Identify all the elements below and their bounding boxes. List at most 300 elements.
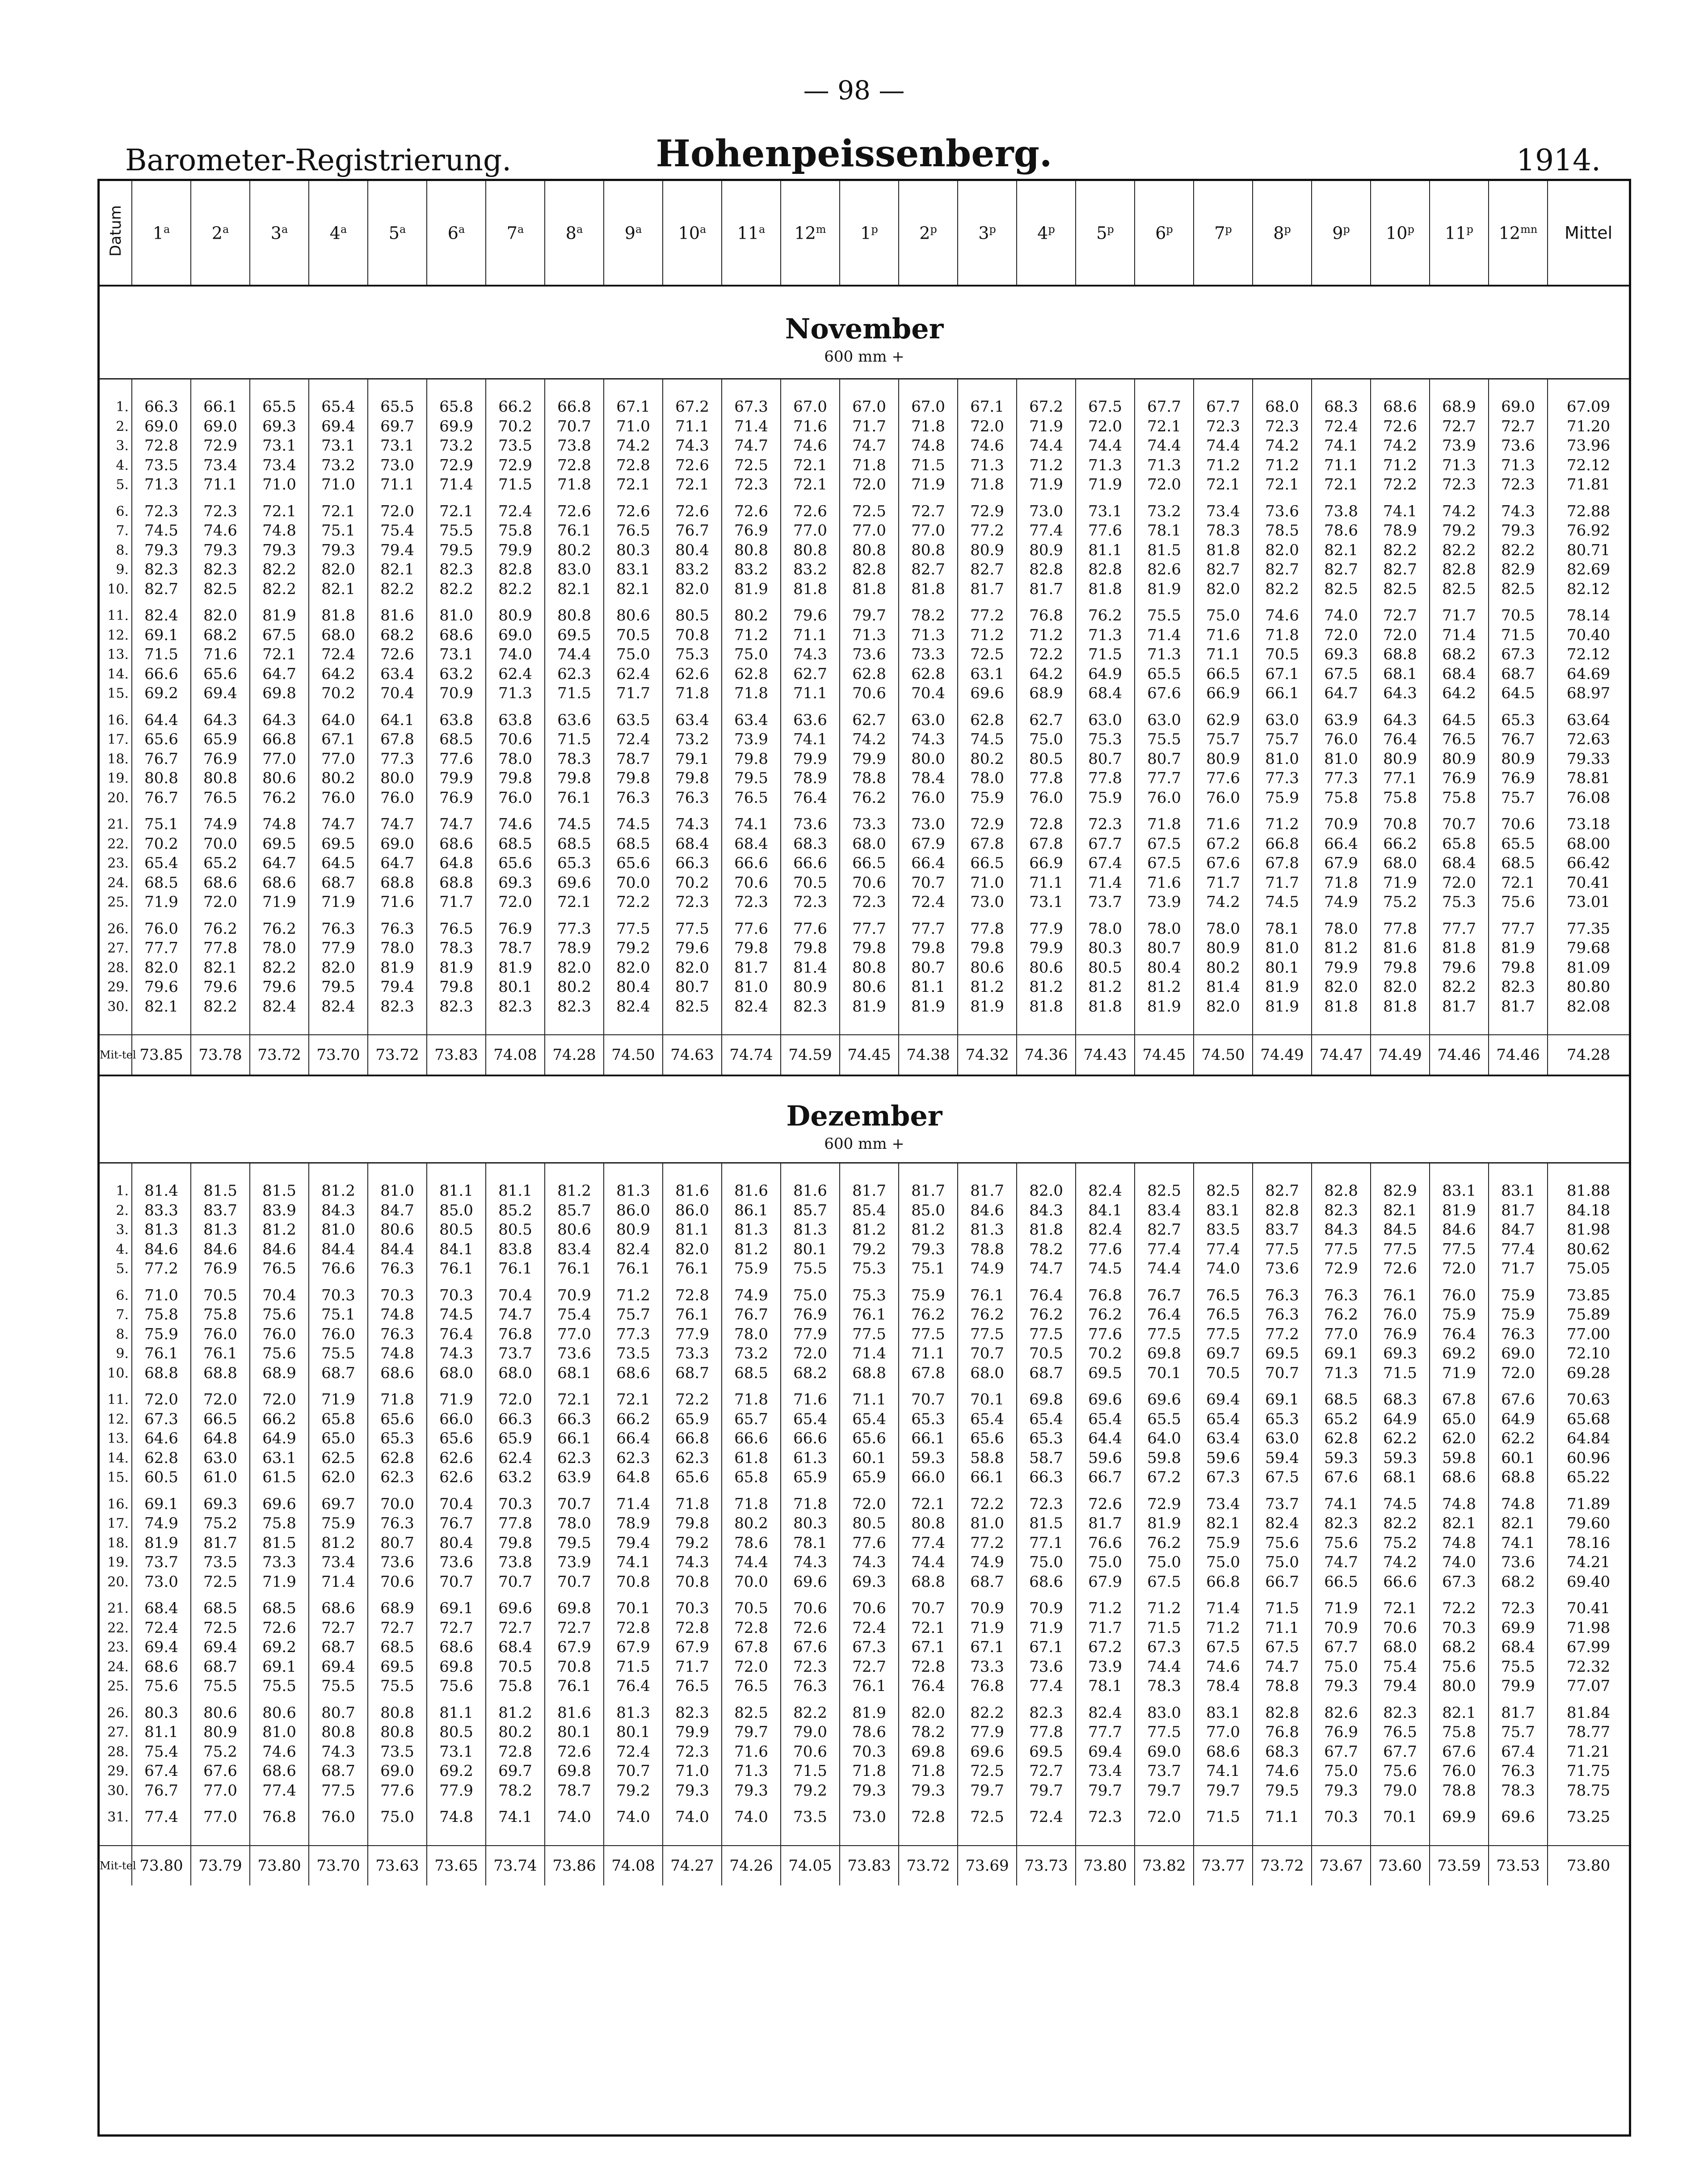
hourly-value-cell: 75.3 [1430,893,1489,912]
hourly-value-cell: 71.8 [1253,626,1312,645]
hourly-value-cell: 65.3 [1017,1429,1076,1449]
hourly-value-cell: 80.9 [1430,750,1489,769]
hourly-value-cell: 77.6 [427,750,486,769]
hourly-value-cell: 67.6 [781,1638,840,1657]
hourly-value-cell: 79.3 [132,541,191,561]
hourly-value-cell: 66.7 [1076,1468,1135,1488]
hourly-value-cell: 72.3 [722,475,781,495]
table-row [100,1638,1629,1657]
daily-mean-cell: 73.96 [1548,436,1629,456]
table-row [100,1220,1629,1240]
hourly-value-cell: 79.4 [368,978,427,997]
hourly-value-cell: 74.7 [1312,1553,1371,1573]
hourly-value-cell: 76.3 [368,1325,427,1345]
hourly-value-cell: 80.2 [958,750,1017,769]
hourly-value-cell: 71.5 [1076,645,1135,665]
hourly-value-cell: 74.3 [781,1553,840,1573]
hourly-value-cell: 71.9 [899,475,958,495]
hourly-value-cell: 81.9 [132,1534,191,1553]
hourly-value-cell: 72.9 [958,502,1017,522]
hourly-value-cell: 80.4 [663,541,722,561]
column-header-hour: 3$^a$ [250,181,309,286]
table-row [100,1364,1629,1383]
hourly-value-cell: 75.0 [1017,730,1076,750]
hourly-value-cell: 79.8 [840,939,899,958]
hourly-value-cell: 82.5 [1489,580,1548,599]
hourly-value-cell: 71.8 [781,1495,840,1514]
hourly-value-cell: 77.9 [663,1325,722,1345]
hourly-value-cell: 74.5 [427,1305,486,1325]
hourly-value-cell: 76.0 [1371,1305,1430,1325]
hourly-value-cell: 72.1 [1194,475,1253,495]
daily-mean-cell: 82.12 [1548,580,1629,599]
hourly-value-cell: 77.0 [899,521,958,541]
daily-mean-cell: 63.64 [1548,711,1629,730]
hourly-value-cell: 71.4 [722,417,781,437]
hourly-value-cell: 79.8 [1489,958,1548,978]
hourly-value-cell: 62.2 [1489,1429,1548,1449]
header-year: 1914. [1516,143,1601,177]
hourly-value-cell: 81.6 [663,1181,722,1201]
hourly-value-cell: 76.5 [663,1677,722,1696]
hourly-value-cell: 81.4 [1194,978,1253,997]
hourly-value-cell: 71.8 [1312,873,1371,893]
hourly-value-cell: 77.5 [1135,1325,1194,1345]
hourly-value-cell: 70.0 [722,1573,781,1592]
hourly-value-cell: 75.0 [1076,1553,1135,1573]
column-header-hour: 3$^p$ [958,181,1017,286]
hourly-value-cell: 81.6 [781,1181,840,1201]
hourly-value-cell: 70.7 [604,1762,663,1781]
hourly-value-cell: 81.2 [250,1220,309,1240]
hourly-value-cell: 71.0 [250,475,309,495]
hourly-value-cell: 72.5 [722,456,781,476]
hourly-value-cell: 79.6 [663,939,722,958]
hourly-value-cell: 67.1 [958,397,1017,417]
column-header-hour: 4$^p$ [1017,181,1076,286]
hourly-value-cell: 62.3 [368,1468,427,1488]
hourly-mean-cell: 74.50 [604,1035,663,1075]
table-row [100,1305,1629,1325]
hourly-value-cell: 70.7 [545,1573,604,1592]
column-header-hour: $12^{mn}$ [1489,181,1548,286]
hourly-value-cell: 71.9 [1076,475,1135,495]
hourly-value-cell: 68.9 [368,1599,427,1619]
hourly-mean-cell: 73.72 [899,1846,958,1885]
hourly-value-cell: 67.1 [899,1638,958,1657]
hourly-value-cell: 71.0 [663,1762,722,1781]
hourly-value-cell: 82.4 [1076,1220,1135,1240]
hourly-mean-cell: 73.83 [427,1035,486,1075]
hourly-value-cell: 74.3 [1489,502,1548,522]
daily-mean-cell: 65.22 [1548,1468,1629,1488]
hourly-value-cell: 70.1 [604,1599,663,1619]
hourly-value-cell: 82.6 [1135,560,1194,580]
hourly-value-cell: 78.0 [368,939,427,958]
hourly-value-cell: 62.6 [663,665,722,684]
monthly-total-mean-cell: 73.80 [1548,1846,1629,1885]
hourly-value-cell: 73.9 [1076,1657,1135,1677]
hourly-value-cell: 67.3 [722,397,781,417]
hourly-value-cell: 73.6 [1489,1553,1548,1573]
hourly-value-cell: 81.8 [309,606,368,626]
hourly-value-cell: 64.0 [309,711,368,730]
hourly-value-cell: 62.7 [781,665,840,684]
hourly-value-cell: 69.9 [427,417,486,437]
hourly-value-cell: 64.2 [1430,684,1489,704]
hourly-value-cell: 70.4 [899,684,958,704]
hourly-value-cell: 81.2 [840,1220,899,1240]
hourly-value-cell: 77.6 [1076,1240,1135,1260]
hourly-value-cell: 73.8 [545,436,604,456]
hourly-value-cell: 82.8 [1076,560,1135,580]
hourly-value-cell: 69.5 [1076,1364,1135,1383]
hourly-value-cell: 84.6 [132,1240,191,1260]
hourly-value-cell: 72.7 [368,1619,427,1638]
hourly-value-cell: 62.4 [486,665,545,684]
hourly-value-cell: 82.3 [545,997,604,1017]
hourly-value-cell: 71.3 [1076,626,1135,645]
hourly-value-cell: 83.1 [1194,1703,1253,1723]
hourly-value-cell: 70.9 [545,1286,604,1306]
hourly-value-cell: 77.8 [1076,769,1135,788]
hourly-value-cell: 75.6 [250,1305,309,1325]
row-date: 22. [107,836,129,852]
hourly-value-cell: 69.3 [191,1495,250,1514]
table-row [100,580,1629,599]
row-date: 20. [107,790,129,806]
hourly-value-cell: 82.3 [191,560,250,580]
hourly-value-cell: 68.5 [1312,1390,1371,1410]
hourly-value-cell: 67.1 [958,1638,1017,1657]
hourly-mean-cell: 73.80 [250,1846,309,1885]
hourly-value-cell: 75.6 [1489,893,1548,912]
hourly-value-cell: 74.4 [722,1553,781,1573]
hourly-value-cell: 80.3 [1076,939,1135,958]
hourly-value-cell: 81.7 [958,580,1017,599]
hourly-value-cell: 67.6 [1430,1742,1489,1762]
hourly-value-cell: 84.6 [1430,1220,1489,1240]
row-date: 30. [107,999,129,1015]
hourly-value-cell: 59.4 [1253,1449,1312,1468]
hourly-value-cell: 72.1 [427,502,486,522]
hourly-value-cell: 78.1 [781,1534,840,1553]
hourly-value-cell: 71.9 [309,893,368,912]
hourly-value-cell: 69.8 [545,1762,604,1781]
hourly-value-cell: 62.8 [840,665,899,684]
hourly-value-cell: 81.2 [486,1703,545,1723]
hourly-value-cell: 76.9 [191,750,250,769]
hourly-value-cell: 75.8 [1371,788,1430,808]
hourly-value-cell: 73.3 [663,1344,722,1364]
hourly-value-cell: 81.7 [1076,1514,1135,1534]
hourly-value-cell: 72.1 [663,475,722,495]
hourly-value-cell: 69.1 [132,626,191,645]
table-row [100,1703,1629,1723]
hourly-value-cell: 71.9 [958,1619,1017,1638]
hourly-value-cell: 77.2 [958,521,1017,541]
hourly-value-cell: 81.3 [781,1220,840,1240]
hourly-value-cell: 81.2 [958,978,1017,997]
hourly-value-cell: 80.2 [309,769,368,788]
hourly-value-cell: 72.3 [191,502,250,522]
hourly-value-cell: 67.3 [1194,1468,1253,1488]
hourly-value-cell: 80.2 [486,1723,545,1742]
hourly-value-cell: 65.4 [132,854,191,873]
row-date: 28. [107,960,129,976]
hourly-value-cell: 75.8 [1430,788,1489,808]
hourly-value-cell: 66.4 [899,854,958,873]
hourly-value-cell: 73.5 [191,1553,250,1573]
daily-mean-cell: 72.12 [1548,645,1629,665]
hourly-value-cell: 79.2 [604,1781,663,1801]
hourly-value-cell: 71.8 [899,1762,958,1781]
hourly-value-cell: 79.8 [663,769,722,788]
hourly-value-cell: 64.7 [1312,684,1371,704]
hourly-value-cell: 80.8 [368,1723,427,1742]
hourly-value-cell: 68.6 [427,1638,486,1657]
hourly-value-cell: 78.0 [1076,919,1135,939]
hourly-value-cell: 75.6 [427,1677,486,1696]
hourly-value-cell: 68.6 [368,1364,427,1383]
hourly-mean-cell: 74.43 [1076,1035,1135,1075]
hourly-value-cell: 73.6 [1489,436,1548,456]
hourly-value-cell: 83.2 [663,560,722,580]
hourly-value-cell: 78.3 [427,939,486,958]
hourly-value-cell: 67.5 [1253,1638,1312,1657]
hourly-value-cell: 79.5 [427,541,486,561]
hourly-mean-cell: 73.85 [132,1035,191,1075]
hourly-value-cell: 79.8 [722,939,781,958]
hourly-value-cell: 73.2 [663,730,722,750]
hourly-value-cell: 79.8 [722,750,781,769]
row-date: 19. [107,1555,129,1570]
hourly-value-cell: 76.2 [899,1305,958,1325]
hourly-value-cell: 67.7 [1135,397,1194,417]
hourly-value-cell: 72.4 [1017,1808,1076,1827]
hourly-value-cell: 82.8 [1312,1181,1371,1201]
hourly-value-cell: 81.0 [1312,750,1371,769]
hourly-value-cell: 69.0 [368,1762,427,1781]
table-row [100,769,1629,788]
daily-mean-cell: 78.81 [1548,769,1629,788]
hourly-value-cell: 82.0 [1371,978,1430,997]
hourly-value-cell: 68.4 [486,1638,545,1657]
row-date: 6. [116,503,129,519]
hourly-value-cell: 82.2 [486,580,545,599]
hourly-value-cell: 82.5 [1135,1181,1194,1201]
hourly-value-cell: 68.6 [1194,1742,1253,1762]
daily-mean-cell: 64.84 [1548,1429,1629,1449]
hourly-value-cell: 82.8 [1017,560,1076,580]
hourly-value-cell: 68.8 [840,1364,899,1383]
hourly-value-cell: 74.4 [1135,436,1194,456]
hourly-value-cell: 67.6 [191,1762,250,1781]
hourly-value-cell: 80.8 [309,1723,368,1742]
hourly-value-cell: 80.9 [486,606,545,626]
hourly-value-cell: 75.9 [722,1259,781,1279]
hourly-mean-cell: 73.77 [1194,1846,1253,1885]
hourly-value-cell: 72.1 [545,893,604,912]
hourly-value-cell: 79.2 [604,939,663,958]
hourly-value-cell: 66.6 [132,665,191,684]
hourly-value-cell: 74.7 [368,815,427,835]
hourly-value-cell: 78.9 [1371,521,1430,541]
hourly-value-cell: 77.6 [1076,521,1135,541]
hourly-mean-cell: 73.73 [1017,1846,1076,1885]
hourly-value-cell: 77.0 [840,521,899,541]
hourly-value-cell: 68.4 [722,835,781,854]
hourly-value-cell: 63.5 [604,711,663,730]
hourly-value-cell: 63.0 [899,711,958,730]
daily-mean-cell: 70.40 [1548,626,1629,645]
hourly-value-cell: 73.1 [309,436,368,456]
hourly-value-cell: 68.6 [309,1599,368,1619]
table-row [100,873,1629,893]
hourly-value-cell: 73.9 [722,730,781,750]
hourly-value-cell: 72.3 [1076,815,1135,835]
hourly-value-cell: 74.4 [1076,436,1135,456]
hourly-value-cell: 74.6 [250,1742,309,1762]
hourly-value-cell: 73.7 [1253,1495,1312,1514]
hourly-value-cell: 75.6 [132,1677,191,1696]
hourly-value-cell: 76.8 [250,1808,309,1827]
hourly-value-cell: 71.5 [545,684,604,704]
hourly-value-cell: 77.6 [722,919,781,939]
hourly-value-cell: 71.4 [1076,873,1135,893]
hourly-value-cell: 75.0 [1253,1553,1312,1573]
hourly-value-cell: 67.6 [1194,854,1253,873]
hourly-value-cell: 73.1 [250,436,309,456]
hourly-value-cell: 68.1 [545,1364,604,1383]
hourly-value-cell: 68.0 [427,1364,486,1383]
hourly-value-cell: 80.6 [958,958,1017,978]
hourly-value-cell: 74.2 [1371,1553,1430,1573]
hourly-value-cell: 67.9 [545,1638,604,1657]
hourly-value-cell: 76.1 [958,1286,1017,1306]
hourly-value-cell: 75.5 [1489,1657,1548,1677]
hourly-value-cell: 81.6 [545,1703,604,1723]
hourly-value-cell: 80.9 [604,1220,663,1240]
hourly-value-cell: 72.3 [781,1657,840,1677]
hourly-value-cell: 76.0 [1430,1286,1489,1306]
hourly-value-cell: 74.0 [663,1808,722,1827]
hourly-value-cell: 70.6 [840,873,899,893]
hourly-value-cell: 77.9 [1017,919,1076,939]
hourly-value-cell: 76.2 [840,788,899,808]
hourly-value-cell: 66.5 [958,854,1017,873]
hourly-value-cell: 72.0 [1135,475,1194,495]
hourly-value-cell: 66.6 [722,854,781,873]
hourly-value-cell: 79.3 [191,541,250,561]
hourly-value-cell: 69.0 [132,417,191,437]
hourly-value-cell: 85.0 [427,1201,486,1221]
hourly-value-cell: 70.3 [1312,1808,1371,1827]
hourly-value-cell: 75.6 [1371,1762,1430,1781]
hourly-value-cell: 65.6 [663,1468,722,1488]
hourly-value-cell: 68.7 [309,1638,368,1657]
row-date: 7. [116,1307,129,1323]
hourly-value-cell: 71.9 [1371,873,1430,893]
hourly-value-cell: 79.3 [722,1781,781,1801]
month-name: November [785,312,944,345]
hourly-value-cell: 77.5 [1253,1240,1312,1260]
hourly-value-cell: 76.0 [132,919,191,939]
table-row [100,919,1629,939]
hourly-value-cell: 71.8 [899,417,958,437]
hourly-value-cell: 76.9 [427,788,486,808]
column-header-hour: 8$^p$ [1253,181,1312,286]
hourly-value-cell: 85.7 [781,1201,840,1221]
hourly-value-cell: 79.0 [781,1723,840,1742]
hourly-value-cell: 65.5 [250,397,309,417]
hourly-value-cell: 72.3 [663,1742,722,1762]
hourly-value-cell: 66.3 [663,854,722,873]
hourly-value-cell: 71.2 [604,1286,663,1306]
hourly-value-cell: 71.5 [604,1657,663,1677]
hourly-value-cell: 72.0 [191,1390,250,1410]
hourly-value-cell: 72.0 [1076,417,1135,437]
hourly-value-cell: 60.1 [1489,1449,1548,1468]
hourly-value-cell: 67.4 [1076,854,1135,873]
hourly-value-cell: 68.4 [1489,1638,1548,1657]
hourly-value-cell: 71.9 [132,893,191,912]
row-date: 1. [116,1183,129,1199]
hourly-value-cell: 65.5 [368,397,427,417]
row-date: 12. [107,627,129,643]
table-row [100,397,1629,417]
hourly-value-cell: 84.1 [427,1240,486,1260]
hourly-value-cell: 80.7 [899,958,958,978]
hourly-value-cell: 76.7 [427,1514,486,1534]
daily-mean-cell: 80.80 [1548,978,1629,997]
hourly-value-cell: 69.3 [250,417,309,437]
hourly-value-cell: 67.5 [1135,854,1194,873]
hourly-value-cell: 71.3 [1489,456,1548,476]
month-name: Dezember [786,1099,942,1132]
hourly-value-cell: 74.1 [486,1808,545,1827]
hourly-value-cell: 64.8 [604,1468,663,1488]
row-date: 31. [107,1809,129,1825]
hourly-value-cell: 72.7 [1430,417,1489,437]
hourly-value-cell: 81.7 [958,1181,1017,1201]
hourly-value-cell: 81.8 [899,580,958,599]
hourly-value-cell: 65.3 [899,1410,958,1429]
daily-mean-cell: 79.68 [1548,939,1629,958]
hourly-value-cell: 74.8 [1430,1495,1489,1514]
hourly-value-cell: 69.4 [309,417,368,437]
hourly-value-cell: 82.0 [663,958,722,978]
hourly-value-cell: 62.3 [663,1449,722,1468]
hourly-value-cell: 71.3 [1430,456,1489,476]
hourly-value-cell: 80.9 [1194,750,1253,769]
hourly-value-cell: 84.3 [1312,1220,1371,1240]
hourly-value-cell: 72.2 [1371,475,1430,495]
hourly-value-cell: 80.6 [1017,958,1076,978]
hourly-value-cell: 72.0 [781,1344,840,1364]
hourly-value-cell: 59.6 [1076,1449,1135,1468]
hourly-value-cell: 82.7 [958,560,1017,580]
hourly-value-cell: 76.0 [1135,788,1194,808]
hourly-value-cell: 65.0 [309,1429,368,1449]
hourly-value-cell: 62.5 [309,1449,368,1468]
hourly-value-cell: 81.9 [1489,939,1548,958]
hourly-value-cell: 68.5 [1489,854,1548,873]
hourly-value-cell: 66.9 [1194,684,1253,704]
hourly-value-cell: 77.9 [309,939,368,958]
hourly-value-cell: 68.7 [663,1364,722,1383]
hourly-value-cell: 81.9 [1135,580,1194,599]
